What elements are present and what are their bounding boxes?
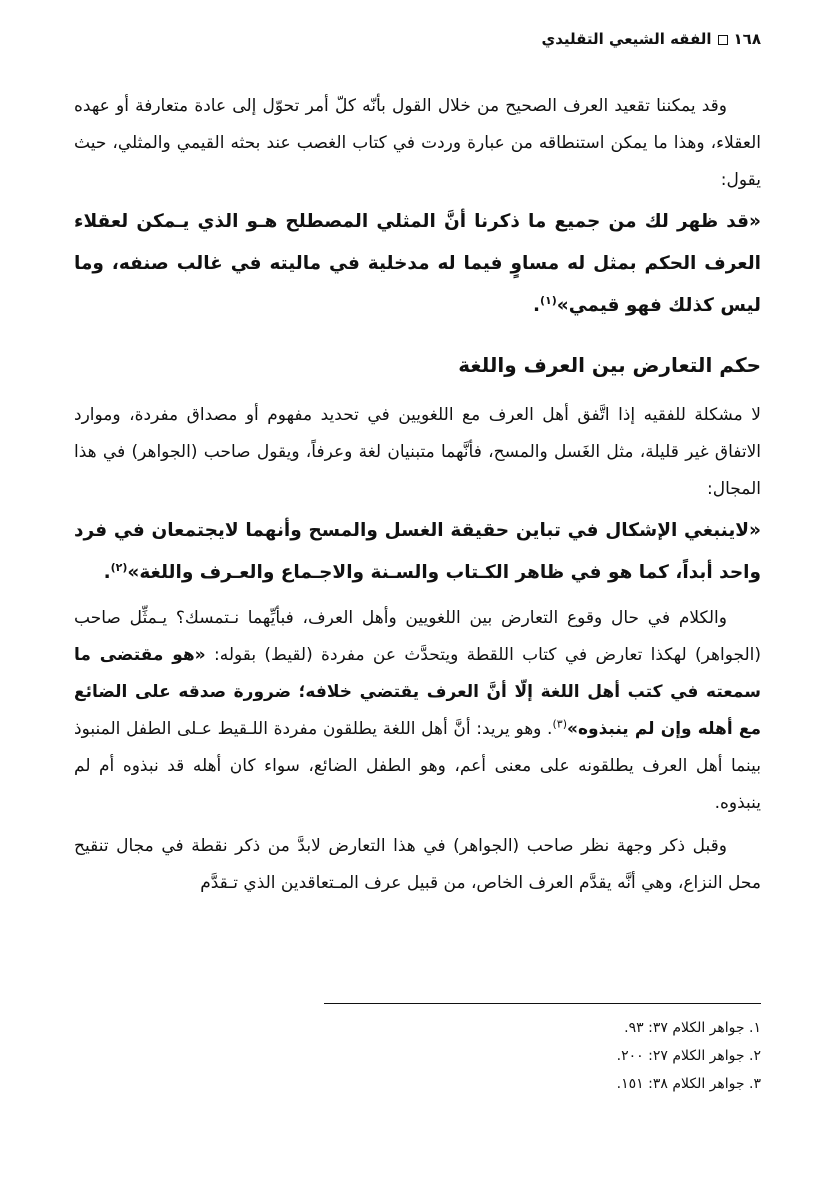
paragraph-4: وقبل ذكر وجهة نظر صاحب (الجواهر) في هذا التعارض لابدَّ من ذكر نقطة في مجال تنقيح محل النزاع، وهي أنَّه يقدَّم العرف الخاص، من قبيل عرف المـتعاقدين الذي تـقدَّم — [74, 836, 761, 893]
footnote-ref-2: (٢) — [110, 560, 128, 574]
footnote-2: ٢. جواهر الكلام ٢٧: ٢٠٠. — [616, 1048, 761, 1064]
paragraph-3: والكلام في حال وقوع التعارض بين اللغويين وأهل العرف، فبأيِّهما نـتمسك؟ يـمثِّل صاحب (الجواهر) لهكذا تعارض في كتاب اللقطة ويتحدَّث عن مفردة (لقيط) بقوله: «هو مقتضى ما سمعته في كتب أهل اللغة إلّا أنَّ العرف يقتضي خلافه؛ ضرورة صدقه على الضائع مع أهله وإن لم ينبذوه»$^{(٣)}$. وهو يريد: أنَّ أهل اللغة يطلقون مفردة اللـقيط عـلى الطفل المنبوذ بينما أهل العرف يطلقونه على معنى أعم، وهو الطفل الضائع، سواء كان أهله قد نبذوه أم لم ينبذوه. — [74, 608, 761, 813]
page-number: ١٦٨ — [733, 30, 761, 48]
paragraph-2: لا مشكلة للفقيه إذا اتَّفق أهل العرف مع اللغويين في تحديد مفهوم أو مصداق مفردة، وموارد الاتفاق غير قليلة، مثل الغَسل والمسح، فأنَّهما متبنيان لغة وعرفاً، ويقول صاحب (الجواهر) في هذا المجال: — [74, 405, 761, 499]
footnote-1: ١. جواهر الكلام ٣٧: ٩٣. — [624, 1020, 761, 1036]
quote-2: «لاينبغي الإشكال في تباين حقيقة الغسل والمسح وأنهما لايجتمعان في فرد واحد أبداً، كما هو في ظاهر الكـتاب والسـنة والاجـماع والعـرف واللغة»$^{(٢)}$. — [74, 520, 761, 583]
page-body — [74, 88, 761, 902]
footnote-3: ٣. جواهر الكلام ٣٨: ١٥١. — [616, 1076, 761, 1092]
quote-1-text: «قد ظهر لك من جميع ما ذكرنا أنَّ المثلي المصطلح هـو الذي يـمكن لعقلاء العرف الحكم بمثل له مساوٍ فيما له مدخلية في ماليته في غالب صنفه، وما ليس كذلك فهو قيمي» — [74, 211, 761, 316]
footnotes — [617, 1014, 761, 1098]
paragraph-1: وقد يمكننا تقعيد العرف الصحيح من خلال القول بأنّه كلّ أمر تحوّل إلى عادة متعارفة أو عهده العقلاء، وهذا ما يمكن استنطاقه من عبارة وردت في كتاب الغصب عند بحثه القيمي والمثلي، حيث يقول: — [74, 96, 761, 190]
section-heading: حكم التعارض بين العرف واللغة — [458, 353, 761, 377]
square-separator-icon — [718, 35, 728, 45]
footnote-divider — [324, 1003, 761, 1004]
running-header — [541, 30, 761, 48]
inline-quote: «هو مقتضى ما سمعته في كتب أهل اللغة إلّا أنَّ العرف يقتضي خلافه؛ ضرورة صدقه على الضائع مع أهله وإن لم ينبذوه» — [74, 645, 761, 739]
book-title: الفقه الشيعي التقليدي — [541, 30, 712, 48]
footnote-ref-1: (١) — [539, 293, 557, 307]
quote-2-text: «لاينبغي الإشكال في تباين حقيقة الغسل والمسح وأنهما لايجتمعان في فرد واحد أبداً، كما هو في ظاهر الكـتاب والسـنة والاجـماع والعـرف واللغة» — [74, 520, 761, 583]
quote-1: «قد ظهر لك من جميع ما ذكرنا أنَّ المثلي المصطلح هـو الذي يـمكن لعقلاء العرف الحكم بمثل له مساوٍ فيما له مدخلية في ماليته في غالب صنفه، وما ليس كذلك فهو قيمي»$^{(١)}$. — [74, 211, 761, 316]
footnote-ref-3: (٣) — [552, 717, 567, 731]
